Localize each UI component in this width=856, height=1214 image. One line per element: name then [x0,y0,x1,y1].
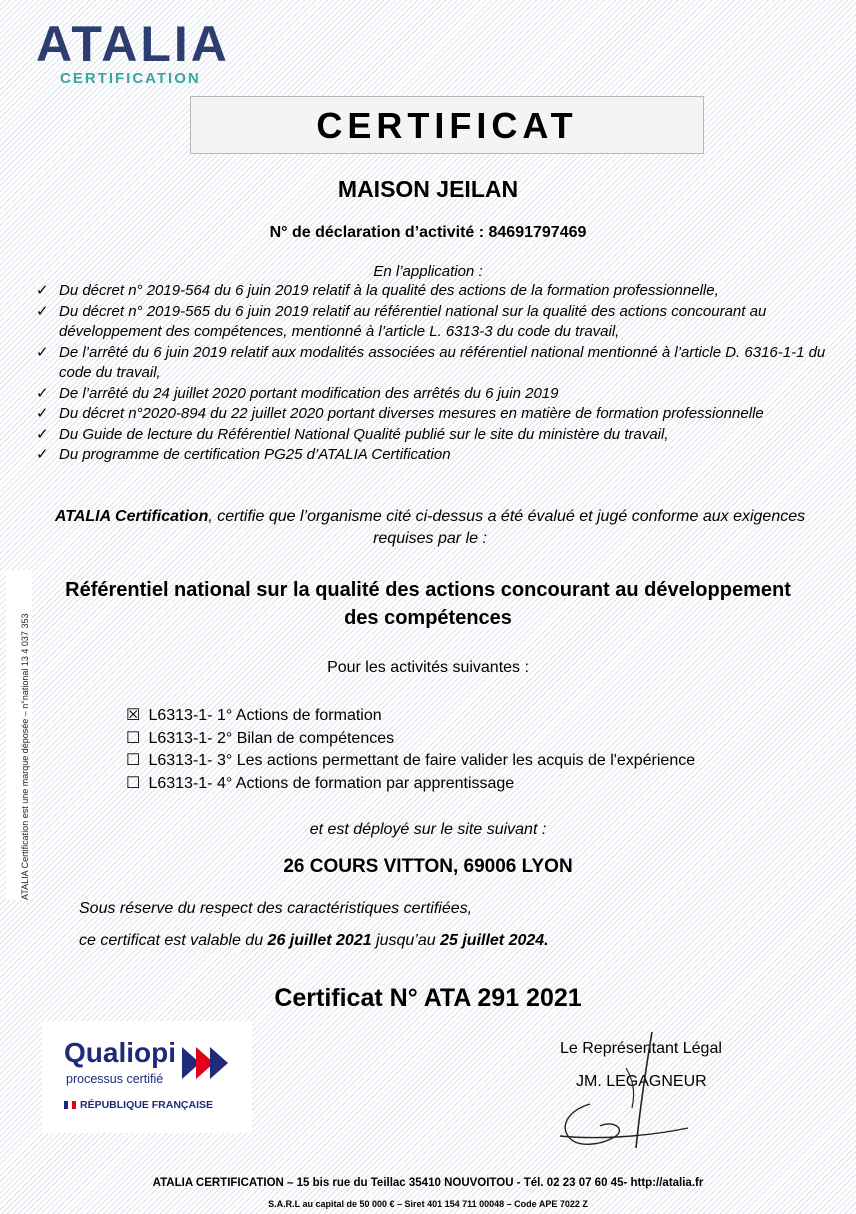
certifier-name: ATALIA Certification [54,508,209,525]
atalia-logo [36,16,246,88]
trademark-note: ATALIA Certification est une marque déposée – n°national 13 4 037 353 [20,613,30,900]
unchecked-box-icon: ☐ [126,752,141,769]
legal-ref-item: ✓ De l’arrêté du 24 juillet 2020 portant modification des arrêtés du 6 juin 2019 [36,384,826,405]
check-icon: ✓ [36,302,49,320]
activities-intro: Pour les activités suivantes : [327,659,529,676]
site-address: 26 COURS VITTON, 69006 LYON [283,856,573,877]
legal-ref-item: ✓ Du programme de certification PG25 d’ATALIA Certification [36,445,826,466]
check-icon: ✓ [36,282,49,299]
legal-ref-item: ✓ Du décret n° 2019-565 du 6 juin 2019 relatif au référentiel national sur la qualité des actions concourant au développement des compétences, mentionné à l’article L. 6313-3 du code du travail, [36,302,767,340]
referential-title: Référentiel national sur la qualité des actions concourant au développement des compétences [65,579,791,629]
check-icon: ✓ [36,343,49,361]
certificate-title: CERTIFICAT [190,96,704,154]
declaration-number: N° de déclaration d’activité : 84691797469 [269,224,587,241]
legal-ref-item: ✓ De l’arrêté du 6 juin 2019 relatif aux modalités associées au référentiel national mentionné à l’article D. 6316-1-1 du code du travail, [36,343,826,381]
qualiopi-subtitle: processus certifié [66,1072,164,1086]
footer-address: ATALIA CERTIFICATION – 15 bis rue du Teillac 35410 NOUVOITOU - Tél. 02 23 07 60 45- http://atalia.fr [152,1177,704,1189]
signature [540,1028,690,1158]
unchecked-box-icon: ☐ [126,729,141,747]
validity-start: 26 juillet 2021 [267,932,372,949]
qualiopi-wordmark: Qualiopi [64,1037,176,1068]
validity-condition: Sous réserve du respect des caractéristiques certifiées, [79,900,473,917]
certification-statement: ATALIA Certification, certifie que l’organisme cité ci-dessus a été évalué et jugé conforme aux exigences requises par le : [54,508,806,547]
validity-period: ce certificat est valable du 26 juillet 2021 jusqu’au 25 juillet 2024. [79,932,549,949]
deployment-intro: et est déployé sur le site suivant : [309,821,547,838]
checked-box-icon: ☒ [126,707,141,724]
legal-ref-item: ✓ Du décret n° 2019-564 du 6 juin 2019 relatif à la qualité des actions de la formation professionnelle, [36,281,826,302]
activity-item: ☒ L6313-1- 1° Actions de formation [126,705,695,728]
representative-name: JM. LEGAGNEUR [576,1073,707,1090]
legal-ref-item: ✓ Du Guide de lecture du Référentiel National Qualité publié sur le site du ministère du travail, [36,425,826,446]
activity-item: ☐ L6313-1- 2° Bilan de compétences [126,728,695,751]
check-icon: ✓ [36,425,49,443]
republique-francaise: RÉPUBLIQUE FRANÇAISE [64,1099,213,1111]
qualiopi-arrows-icon [180,1039,232,1087]
qualiopi-logo [42,1021,252,1133]
organization-name: MAISON JEILAN [337,176,519,202]
activities-list [126,705,695,795]
logo-subtitle: CERTIFICATION [60,70,201,87]
footer-legal: S.A.R.L au capital de 50 000 € – Siret 401 154 711 00048 – Code APE 7022 Z [268,1199,588,1209]
unchecked-box-icon: ☐ [126,774,141,792]
legal-references [36,281,826,466]
legal-ref-item: ✓ Du décret n°2020-894 du 22 juillet 2020 portant diverses mesures en matière de formation professionnelle [36,404,826,425]
activity-item: ☐ L6313-1- 3° Les actions permettant de faire valider les acquis de l'expérience [126,750,695,773]
activity-item: ☐ L6313-1- 4° Actions de formation par apprentissage [126,773,695,796]
check-icon: ✓ [36,446,49,463]
validity-end: 25 juillet 2024. [440,932,549,949]
logo-wordmark: ATALIA [36,16,230,72]
application-intro: En l’application : [373,263,483,280]
check-icon: ✓ [36,384,49,402]
representative-title: Le Représentant Légal [560,1040,722,1057]
certificate-number: Certificat N° ATA 291 2021 [274,984,582,1012]
check-icon: ✓ [36,405,49,422]
